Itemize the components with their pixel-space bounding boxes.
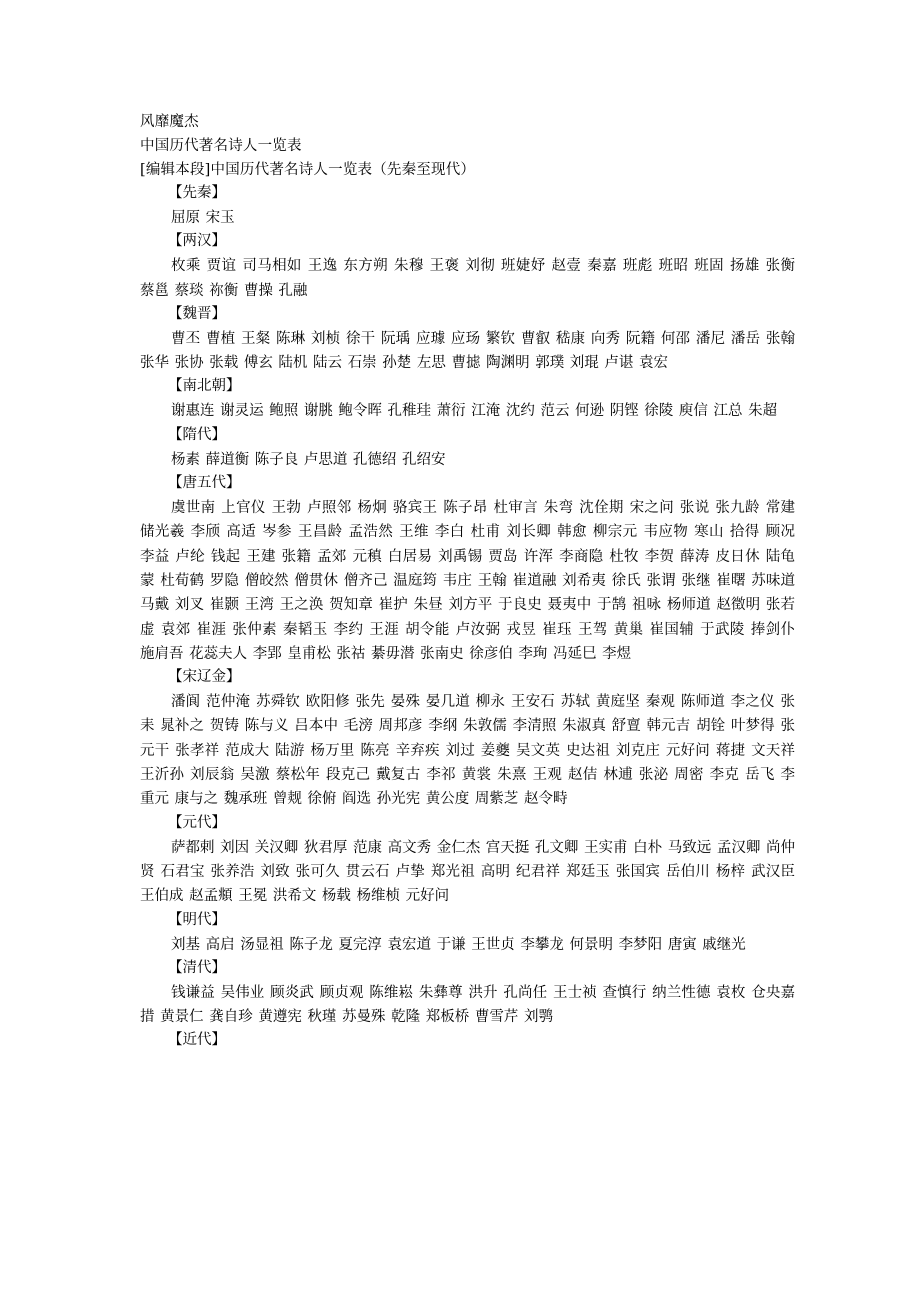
poet-list-xianqin: 屈原 宋玉: [171, 210, 235, 226]
era-label-weijin: 【魏晋】: [168, 305, 226, 322]
author-line: 风靡魔杰: [140, 114, 199, 130]
poet-list-qing: 钱谦益 吴伟业 顾炎武 顾贞观 陈维崧 朱彝尊 洪升 孔尚任 王士祯 查慎行 纳兰性德 袁枚 仓央嘉措 黄景仁 龚自珍 黄遵宪 秋瑾 苏曼殊 乾隆 郑板桥 曹雪芹 刘鹗: [140, 984, 795, 1026]
poet-list-ming: 刘基 高启 汤显祖 陈子龙 夏完淳 袁宏道 于谦 王世贞 李攀龙 何景明 李梦阳 唐寅 戚继光: [171, 936, 746, 953]
era-label-yuan: 【元代】: [168, 814, 226, 831]
era-label-sui: 【隋代】: [168, 426, 226, 443]
poet-list-yuan: 萨都剌 刘因 关汉卿 狄君厚 范康 高文秀 金仁杰 宫天挺 孔文卿 王实甫 白朴 马致远 孟汉卿 尚仲贤 石君宝 张养浩 刘致 张可久 贯云石 卢挚 郑光祖 高明 纪君祥 郑廷玉 张国宾 岳伯川 杨梓 武汉臣 王伯成 赵孟頫 王冕 洪希文 杨载 杨维桢 元好问: [140, 839, 795, 905]
poet-list-nanbeichao: 谢惠连 谢灵运 鲍照 谢朓 鲍令晖 孔稚珪 萧衍 江淹 沈约 范云 何逊 阴铿 徐陵 庾信 江总 朱超: [171, 403, 778, 420]
era-label-songliaojin: 【宋辽金】: [168, 669, 241, 686]
section-heading: [编辑本段]中国历代著名诗人一览表（先秦至现代）: [140, 162, 476, 178]
poet-list-sui: 杨素 薛道衡 陈子良 卢思道 孔德绍 孔绍安: [171, 451, 446, 468]
document-title: 中国历代著名诗人一览表: [140, 138, 302, 154]
poet-list-lianghan: 枚乘 贾谊 司马相如 王逸 东方朔 朱穆 王褒 刘彻 班婕妤 赵壹 秦嘉 班彪 班昭 班固 扬雄 张衡 蔡邕 蔡琰 祢衡 曹操 孔融: [140, 258, 795, 299]
poet-list-weijin: 曹丕 曹植 王粲 陈琳 刘桢 徐干 阮瑀 应璩 应玚 繁钦 曹叡 嵇康 向秀 阮籍 何邵 潘尼 潘岳 张翰 张华 张协 张载 傅玄 陆机 陆云 石崇 孙楚 左思 曹摅 陶渊明 郭璞 刘琨 卢谌 袁宏: [140, 330, 795, 372]
era-label-nanbeichao: 【南北朝】: [168, 378, 241, 395]
era-label-qing: 【清代】: [168, 959, 226, 976]
poet-list-tangwudai: 虞世南 上官仪 王勃 卢照邻 杨炯 骆宾王 陈子昂 杜审言 朱弯 沈佺期 宋之问 张说 张九龄 常建 储光羲 李颀 高适 岑参 王昌龄 孟浩然 王维 李白 杜甫 刘长卿 韩愈 柳宗元 韦应物 寒山 拾得 顾况 李益 卢纶 钱起 王建 张籍 孟郊 元稹 白居易 刘禹锡 贾岛 许浑 李商隐 杜牧 李贺 薛涛 皮日休 陆龟蒙 杜荀鹤 罗隐 僧皎然 僧贯休 僧齐己 温庭筠 韦庄 王翰 崔道融 刘希夷 徐氏 张谓 张继 崔曙 苏味道 马戴 刘叉 崔颢 王湾 王之涣 贺知章 崔护 朱昼 刘方平 于良史 聂夷中 于鹄 祖咏 杨师道 赵徵明 张若虚 袁郊 崔涯 张仲素 秦韬玉 李约 王涯 胡令能 卢汝弼 戎昱 崔珏 王驾 黄巢 崔国辅 于武陵 捧剑仆 施肩吾 花蕊夫人 李郢 皇甫松 张祜 綦毋潜 张南史 徐彦伯 李珣 冯延巳 李煜: [140, 500, 795, 662]
era-label-xianqin: 【先秦】: [168, 185, 226, 201]
era-label-tangwudai: 【唐五代】: [168, 475, 241, 492]
era-label-jindai: 【近代】: [168, 1032, 226, 1049]
era-label-ming: 【明代】: [168, 911, 226, 928]
poet-list-songliaojin: 潘阆 范仲淹 苏舜钦 欧阳修 张先 晏殊 晏几道 柳永 王安石 苏轼 黄庭坚 秦观 陈师道 李之仪 张耒 晁补之 贺铸 陈与义 吕本中 毛滂 周邦彦 李纲 朱敦儒 李清照 朱淑真 舒亶 韩元吉 胡铨 叶梦得 张元干 张孝祥 范成大 陆游 杨万里 陈亮 辛弃疾 刘过 姜夔 吴文英 史达祖 刘克庄 元好问 蒋捷 文天祥 王沂孙 刘辰翁 吴激 蔡松年 段克己 戴复古 李祁 黄裳 朱熹 王观 赵佶 林逋 张泌 周密 李克 岳飞 李重元 康与之 魏承班 曾觌 徐俯 阎选 孙光宪 黄公度 周紫芝 赵令畤: [140, 694, 795, 808]
document-page: [140, 110, 795, 1053]
era-label-lianghan: 【两汉】: [168, 233, 226, 250]
